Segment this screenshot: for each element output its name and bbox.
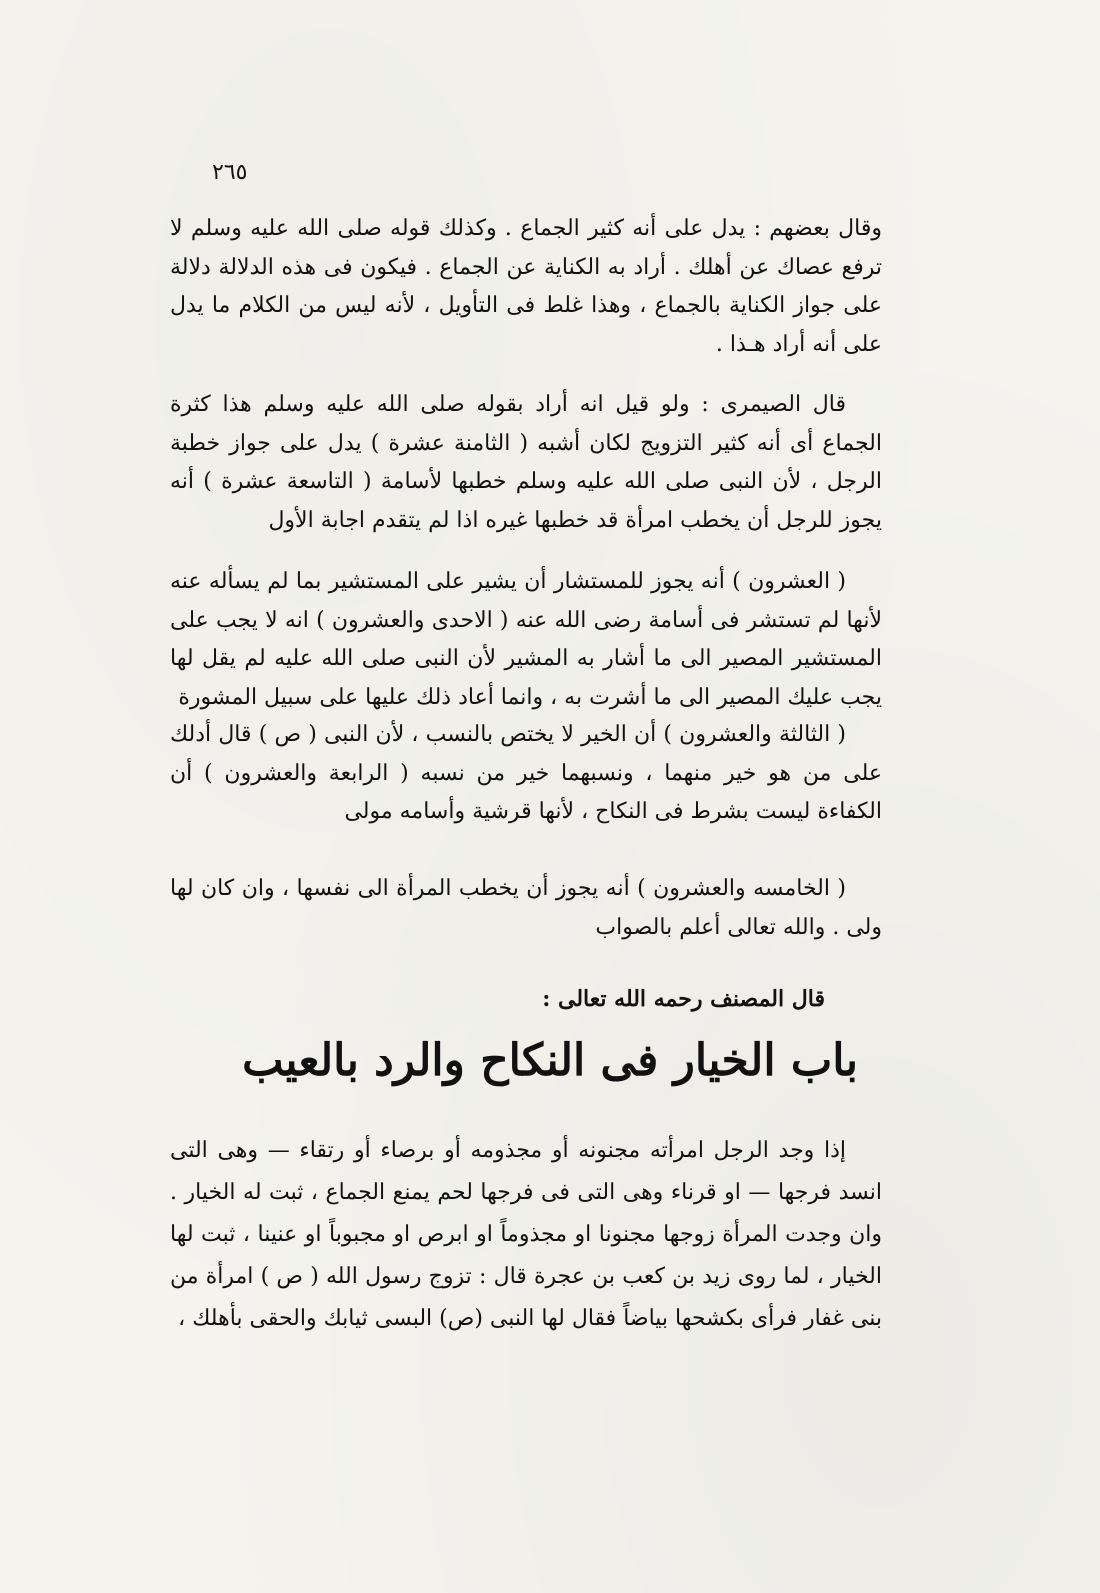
- paragraph-twenty-fifth: [170, 870, 882, 947]
- paragraph-interpretation: [170, 210, 882, 364]
- chapter-title: باب الخيار فى النكاح والرد بالعيب: [242, 1035, 858, 1086]
- paragraph-text: قال الصيمرى : ولو قيل انه أراد بقوله صلى الله عليه وسلم هذا كثرة الجماع أى أنه كثير التزويج لكان أشبه ( الثامنة عشرة ) يدل على جواز خطبة الرجل ، لأن النبى صلى الله عليه وسلم خطبها لأسامة ( التاسعة عشرة ) أنه يجوز للرجل أن يخطب امرأة قد خطبها غيره اذا لم يتقدم اجابة الأول: [170, 392, 882, 533]
- paragraph-text: ( العشرون ) أنه يجوز للمستشار أن يشير على المستشير بما لم يسأله عنه لأنها لم تستشر فى أسامة رضى الله عنه ( الاحدى والعشرون ) انه لا يجب على المستشير المصير الى ما أشار به المشير لأن النبى صلى الله عليه لم يقل لها يجب عليك المصير الى ما أشرت به ، وانما أعاد ذلك عليها على سبيل المشورة: [170, 569, 882, 710]
- paragraph-twenty-third: [170, 716, 882, 832]
- paragraph-text: ( الخامسه والعشرون ) أنه يجوز أن يخطب المرأة الى نفسها ، وان كان لها ولى . والله تعالى أعلم بالصواب: [170, 876, 882, 940]
- author-line: قال المصنف رحمه الله تعالى :: [542, 986, 825, 1012]
- page-number: ٢٦٥: [212, 160, 248, 185]
- paragraph-text: ( الثالثة والعشرون ) أن الخير لا يختص بالنسب ، لأن النبى ( ص ) قال أدلك على من هو خير منهما ، ونسبهما خير من نسبه ( الرابعة والعشرون ) أن الكفاءة ليست بشرط فى النكاح ، لأنها قرشية وأسامه مولى: [170, 722, 882, 824]
- paragraph-text: وقال بعضهم : يدل على أنه كثير الجماع . وكذلك قوله صلى الله عليه وسلم لا ترفع عصاك عن أهلك . أراد به الكناية عن الجماع . فيكون فى هذه الدلالة دلالة على جواز الكناية بالجماع ، وهذا غلط فى التأويل ، لأنه ليس من الكلام ما يدل على أنه أراد هـذا .: [170, 216, 882, 357]
- paragraph-chapter-body: [170, 1130, 882, 1340]
- paragraph-saymari: [170, 386, 882, 540]
- paragraph-twentieth: [170, 563, 882, 717]
- paragraph-text: إذا وجد الرجل امرأته مجنونه أو مجذومه أو برصاء أو رتقاء — وهى التى انسد فرجها — او قرناء وهى التى فى فرجها لحم يمنع الجماع ، ثبت له الخيار . وان وجدت المرأة زوجها مجنونا او مجذوماً او ابرص او مجبوباً او عنينا ، ثبت لها الخيار ، لما روى زيد بن كعب بن عجرة قال : تزوج رسول الله ( ص ) امرأة من بنى غفار فرأى بكشحها بياضاً فقال لها النبى (ص) البسى ثيابك والحقى بأهلك ،: [170, 1138, 882, 1331]
